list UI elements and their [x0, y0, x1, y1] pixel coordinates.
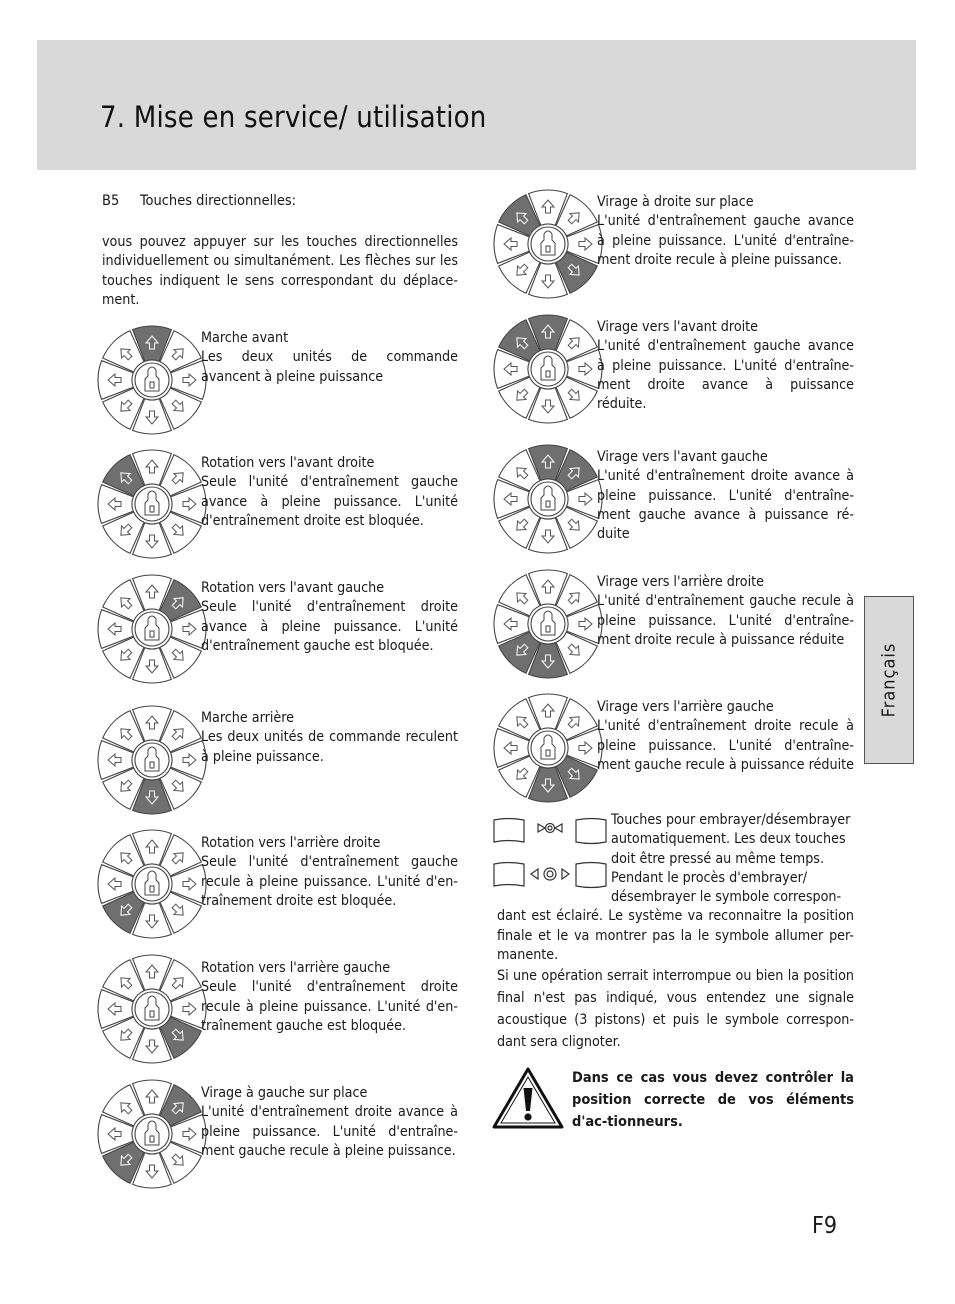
direction-text-rotation-avant-gauche [201, 579, 458, 656]
direction-pad-rotation-avant-gauche [96, 573, 208, 685]
direction-body: L'unité d'entraînement gauche avance à pleine puissance. L'unité d'entraîne-ment droite avance à puissance réduite. [597, 338, 854, 413]
language-tab [864, 596, 914, 764]
direction-text-rotation-avant-droite [201, 454, 458, 531]
clutch-line: Touches pour embrayer/désembrayer [611, 812, 851, 828]
direction-text-virage-droite-place [597, 193, 854, 270]
header-band [37, 40, 916, 170]
direction-body: Seule l'unité d'entraînement droite avance à pleine puissance. L'unité d'entraînement gauche est bloquée. [201, 599, 458, 654]
page-number: F9 [812, 1213, 838, 1239]
direction-title: Virage à gauche sur place [201, 1085, 368, 1101]
direction-title: Rotation vers l'avant droite [201, 455, 375, 471]
direction-body: L'unité d'entraînement gauche recule à pleine puissance. L'unité d'entraîne-ment droite recule à puissance réduite [597, 593, 854, 648]
pad-center [531, 607, 565, 641]
direction-text-virage-gauche-place [201, 1084, 458, 1161]
direction-pad-rotation-avant-droite [96, 448, 208, 560]
direction-pad-virage-arriere-droite [492, 568, 604, 680]
section-intro: vous pouvez appuyer sur les touches directionnelles individuellement ou simultanément. Les flèches sur les touches indiquent le sens correspondant du déplace-ment. [102, 234, 458, 308]
section-heading [102, 193, 296, 209]
direction-body: Seule l'unité d'entraînement gauche avance à pleine puissance. L'unité d'entraînement droite est bloquée. [201, 474, 458, 529]
direction-title: Rotation vers l'arrière gauche [201, 960, 391, 976]
pad-center [531, 227, 565, 261]
direction-title: Virage vers l'arrière gauche [597, 699, 774, 715]
direction-pad-rotation-arriere-gauche [96, 953, 208, 1065]
pad-center [135, 743, 169, 777]
direction-text-marche-avant [201, 329, 458, 387]
clutch-line: doit être pressé au même temps. [611, 850, 825, 867]
direction-pad-virage-gauche-place [96, 1078, 208, 1190]
direction-title: Marche avant [201, 330, 289, 346]
direction-text-virage-avant-gauche [597, 448, 854, 544]
direction-title: Virage vers l'avant gauche [597, 449, 768, 465]
pad-center [135, 612, 169, 646]
direction-pad-marche-avant [96, 324, 208, 436]
direction-text-virage-arriere-gauche [597, 698, 854, 775]
pad-center [135, 487, 169, 521]
direction-pad-marche-arriere [96, 704, 208, 816]
direction-text-marche-arriere [201, 709, 458, 767]
clutch-line: Pendant le procès d'embrayer/ [611, 869, 808, 886]
direction-body: Les deux unités de commande reculent à pleine puissance. [201, 729, 458, 765]
direction-text-virage-arriere-droite [597, 573, 854, 650]
pad-center [135, 992, 169, 1026]
language-tab-label: Français [878, 642, 900, 718]
direction-body: Seule l'unité d'entraînement gauche recule à pleine puissance. L'unité d'en-traînement droite est bloquée. [201, 854, 458, 909]
page-title: 7. Mise en service/ utilisation [100, 100, 487, 134]
pad-center [135, 1117, 169, 1151]
warning-text: Dans ce cas vous devez contrôler la position correcte de vos éléments d'ac-tionneurs. [572, 1070, 854, 1130]
direction-body: Seule l'unité d'entraînement droite recule à pleine puissance. L'unité d'en-traînement gauche est bloquée. [201, 979, 458, 1034]
clutch-continued: dant est éclairé. Le système va reconnaitre la position finale et le va montrer pas la le symbole allumer per-manente. [497, 908, 854, 964]
direction-title: Marche arrière [201, 710, 295, 726]
direction-title: Virage vers l'avant droite [597, 319, 759, 335]
direction-title: Rotation vers l'avant gauche [201, 580, 385, 596]
direction-pad-rotation-arriere-droite [96, 828, 208, 940]
direction-body: L'unité d'entraînement gauche avance à pleine puissance. L'unité d'entraîne-ment droite recule à pleine puissance. [597, 213, 854, 268]
direction-title: Virage vers l'arrière droite [597, 574, 764, 590]
direction-title: Virage à droite sur place [597, 194, 754, 210]
section-title: Touches directionnelles: [140, 193, 297, 209]
warning-icon [492, 1066, 564, 1130]
pad-center [135, 363, 169, 397]
clutch-line: désembrayer le symbole correspon- [611, 889, 842, 906]
direction-pad-virage-avant-gauche [492, 443, 604, 555]
pad-center [531, 482, 565, 516]
clutch-line: automatiquement. Les deux touches [611, 831, 846, 848]
direction-text-virage-avant-droite [597, 318, 854, 414]
clutch-interruption-note: Si une opération serrait interrompue ou bien la position final n'est pas indiqué, vous entendez une signale acoustique (3 pistons) et puis le symbole correspon-dant sera clignoter. [497, 968, 854, 1051]
section-number: B5 [102, 193, 120, 209]
direction-pad-virage-droite-place [492, 188, 604, 300]
pad-center [531, 731, 565, 765]
direction-body: L'unité d'entraînement droite avance à pleine puissance. L'unité d'entraîne-ment gauche recule à pleine puissance. [201, 1104, 458, 1159]
direction-body: L'unité d'entraînement droite recule à pleine puissance. L'unité d'entraîne-ment gauche recule à puissance réduite [597, 718, 854, 773]
direction-text-rotation-arriere-droite [201, 834, 458, 911]
direction-pad-virage-arriere-gauche [492, 692, 604, 804]
direction-title: Rotation vers l'arrière droite [201, 835, 381, 851]
direction-text-rotation-arriere-gauche [201, 959, 458, 1036]
pad-center [135, 867, 169, 901]
clutch-description [497, 811, 854, 1053]
pad-center [531, 352, 565, 386]
direction-body: Les deux unités de commande avancent à pleine puissance [201, 349, 458, 385]
direction-pad-virage-avant-droite [492, 313, 604, 425]
direction-body: L'unité d'entraînement droite avance à pleine puissance. L'unité d'entraîne-ment gauche avance à puissance ré-duite [597, 468, 854, 543]
